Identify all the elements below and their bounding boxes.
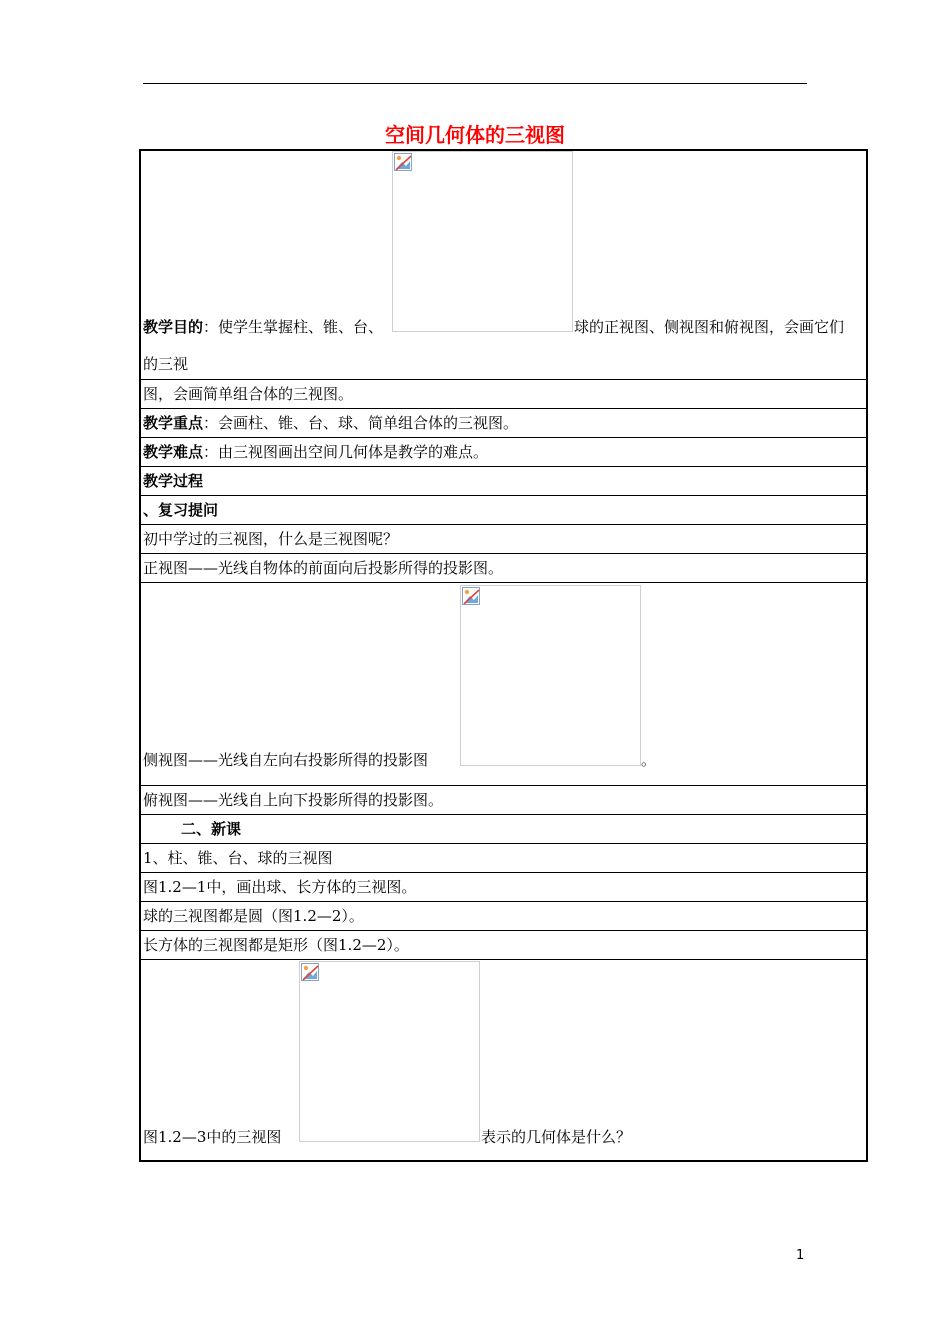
side-view-period: 。 bbox=[641, 751, 657, 769]
lesson-table bbox=[139, 149, 868, 1162]
row-text: 图，会画简单组合体的三视图。 bbox=[143, 385, 354, 403]
row-text: 长方体的三视图都是矩形（图1.2—2）。 bbox=[143, 936, 409, 954]
page-title: 空间几何体的三视图 bbox=[385, 123, 565, 147]
figure-image-1 bbox=[392, 151, 573, 332]
figure-question-text-after: 表示的几何体是什么？ bbox=[481, 1128, 632, 1146]
table-row bbox=[141, 843, 866, 872]
side-view-row bbox=[141, 582, 866, 785]
table-row bbox=[141, 901, 866, 930]
row-text: 球的三视图都是圆（图1.2—2）。 bbox=[143, 907, 364, 925]
objective-row bbox=[141, 151, 866, 379]
table-row bbox=[141, 524, 866, 553]
new-lesson-heading: 二、新课 bbox=[181, 820, 242, 838]
row-text: ：会画柱、锥、台、球、简单组合体的三视图。 bbox=[203, 414, 519, 432]
table-row bbox=[141, 495, 866, 524]
table-row bbox=[141, 785, 866, 814]
broken-image-icon bbox=[394, 153, 412, 171]
header-rule bbox=[143, 83, 807, 84]
broken-image-icon bbox=[462, 587, 480, 605]
table-row bbox=[141, 872, 866, 901]
row-text: 图1.2—1中，画出球、长方体的三视图。 bbox=[143, 878, 417, 896]
objective-text-after: 球的正视图、侧视图和俯视图，会画它们 bbox=[574, 318, 845, 336]
row-text: 俯视图——光线自上向下投影所得的投影图。 bbox=[143, 791, 444, 809]
row-text: 正视图——光线自物体的前面向后投影所得的投影图。 bbox=[143, 559, 504, 577]
page-number: 1 bbox=[796, 1248, 805, 1263]
side-view-text: 侧视图——光线自左向右投影所得的投影图 bbox=[143, 751, 429, 769]
table-row bbox=[141, 814, 866, 843]
table-row bbox=[141, 930, 866, 959]
table-row bbox=[141, 466, 866, 495]
row-text: 初中学过的三视图，什么是三视图呢？ bbox=[143, 530, 399, 548]
table-row bbox=[141, 553, 866, 582]
broken-image-icon bbox=[301, 963, 319, 981]
objective-colon: ： bbox=[203, 318, 219, 336]
table-row bbox=[141, 437, 866, 466]
figure-question-row bbox=[141, 959, 866, 1160]
key-points-label: 教学重点 bbox=[143, 414, 204, 432]
process-heading: 教学过程 bbox=[143, 472, 204, 490]
objective-continuation: 的三视 bbox=[143, 355, 189, 373]
objective-text-before: 使学生掌握柱、锥、台、 bbox=[218, 318, 384, 336]
objective-label: 教学目的 bbox=[143, 318, 204, 336]
difficulty-label: 教学难点 bbox=[143, 443, 204, 461]
row-text: ：由三视图画出空间几何体是教学的难点。 bbox=[203, 443, 489, 461]
review-heading: 、复习提问 bbox=[143, 501, 219, 519]
figure-question-text-before: 图1.2—3中的三视图 bbox=[143, 1128, 282, 1146]
table-row bbox=[141, 379, 866, 408]
row-text: 1、柱、锥、台、球的三视图 bbox=[143, 849, 333, 867]
figure-image-2 bbox=[460, 585, 641, 766]
table-row bbox=[141, 408, 866, 437]
figure-image-3 bbox=[299, 961, 480, 1142]
